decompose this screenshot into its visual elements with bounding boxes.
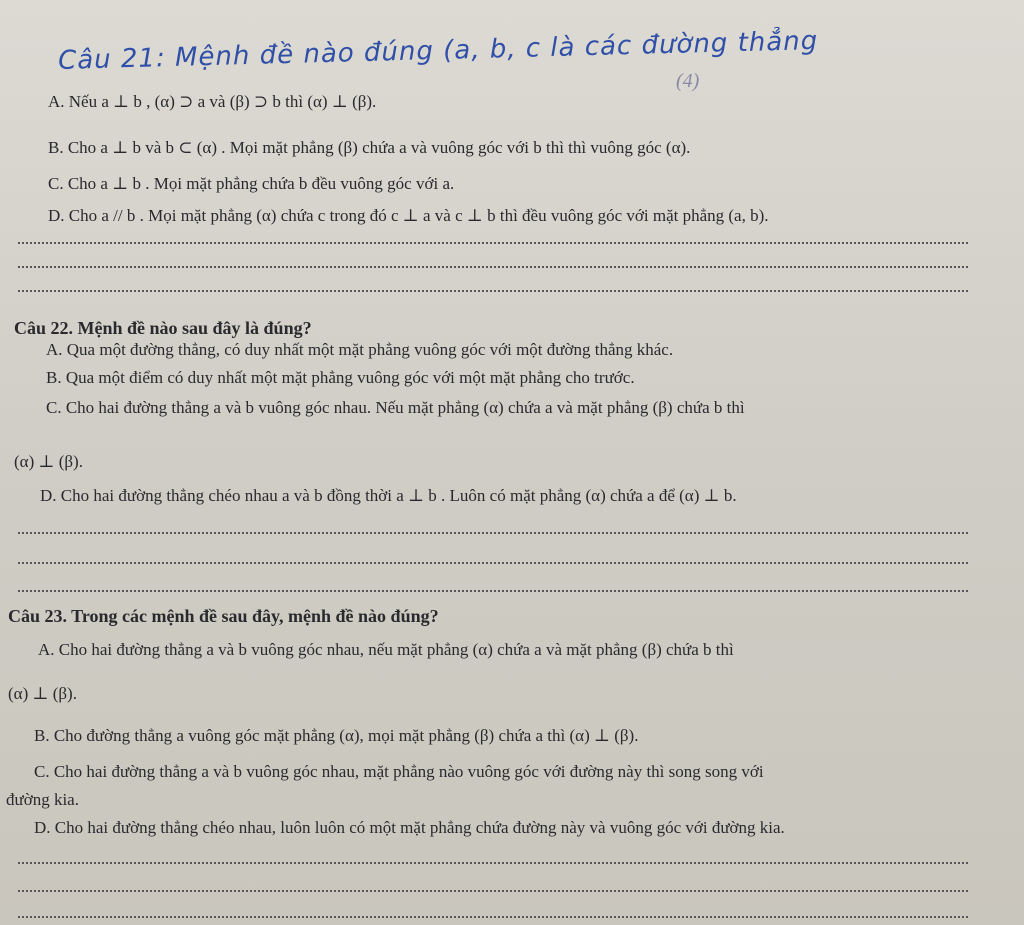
q22-option-a: A. Qua một đường thẳng, có duy nhất một mặt phẳng vuông góc với một đường thẳng khác. — [46, 340, 674, 359]
answer-line — [18, 916, 968, 918]
q21-option-c: C. Cho a ⊥ b . Mọi mặt phẳng chứa b đều vuông góc với a. — [48, 174, 455, 193]
q23-option-b: B. Cho đường thẳng a vuông góc mặt phẳng (α), mọi mặt phẳng (β) chứa a thì (α) ⊥ (β). — [34, 726, 639, 745]
q22-title-text: Câu 22. Mệnh đề nào sau đây là đúng? — [14, 318, 312, 338]
q23-option-d: D. Cho hai đường thẳng chéo nhau, luôn luôn có một mặt phẳng chứa đường này và vuông góc với đường kia. — [34, 818, 785, 837]
q22-option-c-cont: (α) ⊥ (β). — [14, 452, 83, 471]
margin-note: (4) — [676, 70, 700, 92]
q23-option-a-cont: (α) ⊥ (β). — [8, 684, 77, 703]
q23-option-a: A. Cho hai đường thẳng a và b vuông góc nhau, nếu mặt phẳng (α) chứa a và mặt phẳng (β) chứa b thì — [38, 640, 734, 659]
answer-line — [18, 242, 968, 244]
q23-title — [8, 606, 439, 627]
q23-option-c-cont: đường kia. — [6, 790, 79, 809]
q22-option-d: D. Cho hai đường thẳng chéo nhau a và b đồng thời a ⊥ b . Luôn có mặt phẳng (α) chứa a để (α) ⊥ b. — [40, 486, 737, 505]
answer-line — [18, 862, 968, 864]
answer-line — [18, 532, 968, 534]
answer-line — [18, 890, 968, 892]
q23-title-text: Câu 23. Trong các mệnh đề sau đây, mệnh đề nào đúng? — [8, 606, 439, 626]
q21-option-d: D. Cho a // b . Mọi mặt phẳng (α) chứa c trong đó c ⊥ a và c ⊥ b thì đều vuông góc với mặt phẳng (a, b). — [48, 206, 769, 225]
q21-option-b: B. Cho a ⊥ b và b ⊂ (α) . Mọi mặt phẳng (β) chứa a và vuông góc với b thì thì vuông góc (α). — [48, 138, 691, 157]
answer-line — [18, 290, 968, 292]
q21-option-a: A. Nếu a ⊥ b , (α) ⊃ a và (β) ⊃ b thì (α) ⊥ (β). — [48, 92, 377, 111]
q22-title — [14, 318, 312, 339]
q22-option-b: B. Qua một điểm có duy nhất một mặt phẳng vuông góc với một mặt phẳng cho trước. — [46, 368, 635, 387]
q22-option-c: C. Cho hai đường thẳng a và b vuông góc nhau. Nếu mặt phẳng (α) chứa a và mặt phẳng (β) chứa b thì — [46, 398, 745, 417]
answer-line — [18, 266, 968, 268]
q23-option-c: C. Cho hai đường thẳng a và b vuông góc nhau, mặt phẳng nào vuông góc với đường này thì song song với — [34, 762, 764, 781]
handwritten-question-21: Câu 21: Mệnh đề nào đúng (a, b, c là các đường thẳng — [57, 26, 819, 76]
answer-line — [18, 562, 968, 564]
answer-line — [18, 590, 968, 592]
